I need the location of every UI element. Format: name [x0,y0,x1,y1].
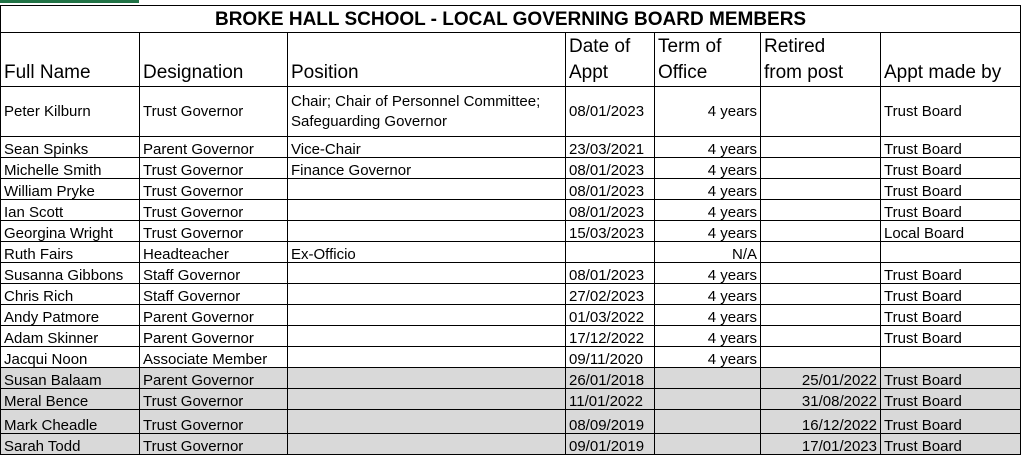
cell-appt-made-by[interactable]: Trust Board [881,368,1021,389]
cell-position[interactable] [288,368,566,389]
cell-appt-made-by[interactable]: Trust Board [881,263,1021,284]
cell-position[interactable] [288,221,566,242]
cell-full-name[interactable]: Peter Kilburn [1,87,140,137]
cell-date-of-appt[interactable]: 17/12/2022 [566,326,655,347]
table-row [1,305,1021,326]
cell-designation[interactable]: Headteacher [140,242,288,263]
cell-appt-made-by[interactable]: Trust Board [881,434,1021,455]
cell-appt-made-by[interactable]: Trust Board [881,87,1021,137]
cell-retired-from-post[interactable] [761,305,881,326]
table-row [1,200,1021,221]
cell-full-name[interactable]: Susan Balaam [1,368,140,389]
cell-term-of-office[interactable]: 4 years [655,200,761,221]
cell-term-of-office[interactable]: 4 years [655,179,761,200]
header-term-line2: Office [658,62,708,83]
cell-retired-from-post[interactable] [761,137,881,158]
cell-retired-from-post[interactable] [761,179,881,200]
cell-term-of-office[interactable]: 4 years [655,137,761,158]
cell-full-name[interactable]: Ian Scott [1,200,140,221]
cell-term-of-office[interactable] [655,434,761,455]
cell-full-name[interactable]: Mark Cheadle [1,410,140,434]
cell-full-name[interactable]: Georgina Wright [1,221,140,242]
selected-column-indicator [0,0,139,3]
cell-appt-made-by[interactable]: Local Board [881,221,1021,242]
cell-retired-from-post[interactable]: 31/08/2022 [761,389,881,410]
cell-position[interactable] [288,434,566,455]
cell-appt-made-by[interactable] [881,242,1021,263]
table-row [1,284,1021,305]
cell-term-of-office[interactable]: 4 years [655,305,761,326]
cell-retired-from-post[interactable] [761,87,881,137]
cell-designation[interactable]: Parent Governor [140,137,288,158]
cell-full-name[interactable]: Michelle Smith [1,158,140,179]
table-row [1,434,1021,455]
cell-retired-from-post[interactable] [761,263,881,284]
cell-date-of-appt[interactable]: 08/01/2023 [566,200,655,221]
cell-full-name[interactable]: Sarah Todd [1,434,140,455]
cell-designation[interactable]: Trust Governor [140,87,288,137]
cell-retired-from-post[interactable] [761,221,881,242]
cell-designation[interactable]: Trust Governor [140,434,288,455]
header-date-of-appt[interactable] [566,33,655,87]
header-date-line1: Date of [569,36,631,57]
cell-position[interactable]: Chair; Chair of Personnel Committee; Safeguarding Governor [288,87,566,137]
cell-designation[interactable]: Trust Governor [140,179,288,200]
cell-appt-made-by[interactable]: Trust Board [881,200,1021,221]
cell-term-of-office[interactable]: 4 years [655,263,761,284]
cell-date-of-appt[interactable]: 09/01/2019 [566,434,655,455]
cell-date-of-appt[interactable]: 08/01/2023 [566,87,655,137]
table-row [1,242,1021,263]
cell-date-of-appt[interactable]: 23/03/2021 [566,137,655,158]
cell-designation[interactable]: Parent Governor [140,326,288,347]
cell-term-of-office[interactable]: 4 years [655,158,761,179]
cell-full-name[interactable]: Adam Skinner [1,326,140,347]
cell-position[interactable] [288,347,566,368]
cell-position[interactable] [288,389,566,410]
cell-designation[interactable]: Trust Governor [140,200,288,221]
header-term-of-office[interactable] [655,33,761,87]
cell-term-of-office[interactable] [655,368,761,389]
cell-retired-from-post[interactable] [761,284,881,305]
cell-retired-from-post[interactable] [761,326,881,347]
cell-full-name[interactable]: Susanna Gibbons [1,263,140,284]
cell-term-of-office[interactable]: 4 years [655,347,761,368]
cell-position[interactable]: Ex-Officio [288,242,566,263]
cell-term-of-office[interactable] [655,389,761,410]
cell-position[interactable]: Vice-Chair [288,137,566,158]
cell-retired-from-post[interactable] [761,242,881,263]
cell-appt-made-by[interactable]: Trust Board [881,284,1021,305]
cell-term-of-office[interactable]: 4 years [655,326,761,347]
cell-position[interactable] [288,179,566,200]
cell-position[interactable]: Finance Governor [288,158,566,179]
header-term-line1: Term of [658,36,722,57]
cell-term-of-office[interactable]: N/A [655,242,761,263]
cell-position[interactable] [288,263,566,284]
sheet-title[interactable]: BROKE HALL SCHOOL - LOCAL GOVERNING BOARD MEMBERS [1,6,1021,33]
cell-retired-from-post[interactable]: 17/01/2023 [761,434,881,455]
table-row [1,326,1021,347]
cell-date-of-appt[interactable]: 26/01/2018 [566,368,655,389]
cell-retired-from-post[interactable] [761,200,881,221]
cell-date-of-appt[interactable]: 08/01/2023 [566,158,655,179]
cell-full-name[interactable]: Sean Spinks [1,137,140,158]
cell-date-of-appt[interactable]: 01/03/2022 [566,305,655,326]
cell-appt-made-by[interactable]: Trust Board [881,410,1021,434]
cell-full-name[interactable]: Chris Rich [1,284,140,305]
table-row [1,368,1021,389]
cell-full-name[interactable]: Ruth Fairs [1,242,140,263]
cell-retired-from-post[interactable]: 25/01/2022 [761,368,881,389]
cell-retired-from-post[interactable] [761,158,881,179]
cell-appt-made-by[interactable]: Trust Board [881,305,1021,326]
table-row [1,347,1021,368]
table-row [1,179,1021,200]
cell-designation[interactable]: Trust Governor [140,389,288,410]
cell-designation[interactable]: Staff Governor [140,284,288,305]
cell-appt-made-by[interactable]: Trust Board [881,158,1021,179]
cell-date-of-appt[interactable]: 11/01/2022 [566,389,655,410]
title-row [1,6,1021,33]
table-row [1,389,1021,410]
header-position[interactable]: Position [288,33,566,87]
cell-date-of-appt[interactable]: 27/02/2023 [566,284,655,305]
cell-term-of-office[interactable]: 4 years [655,284,761,305]
header-appt-made-by[interactable]: Appt made by [881,33,1021,87]
cell-designation[interactable]: Staff Governor [140,263,288,284]
table-row [1,221,1021,242]
cell-designation[interactable]: Associate Member [140,347,288,368]
cell-appt-made-by[interactable]: Trust Board [881,137,1021,158]
cell-date-of-appt[interactable]: 09/11/2020 [566,347,655,368]
cell-full-name[interactable]: William Pryke [1,179,140,200]
header-full-name[interactable]: Full Name [1,33,140,87]
cell-appt-made-by[interactable]: Trust Board [881,389,1021,410]
cell-term-of-office[interactable] [655,410,761,434]
table-row [1,263,1021,284]
cell-term-of-office[interactable]: 4 years [655,221,761,242]
cell-date-of-appt[interactable]: 08/01/2023 [566,179,655,200]
header-retired-line2: from post [764,62,844,83]
cell-designation[interactable]: Parent Governor [140,305,288,326]
cell-date-of-appt[interactable]: 08/09/2019 [566,410,655,434]
header-retired-line1: Retired [764,36,826,57]
cell-full-name[interactable]: Andy Patmore [1,305,140,326]
header-designation[interactable]: Designation [140,33,288,87]
cell-designation[interactable]: Trust Governor [140,158,288,179]
header-date-line2: Appt [569,62,609,83]
cell-position[interactable] [288,326,566,347]
table-row [1,137,1021,158]
cell-date-of-appt[interactable]: 08/01/2023 [566,263,655,284]
cell-designation[interactable]: Trust Governor [140,410,288,434]
cell-appt-made-by[interactable] [881,347,1021,368]
table-row [1,87,1021,137]
cell-full-name[interactable]: Meral Bence [1,389,140,410]
cell-term-of-office[interactable]: 4 years [655,87,761,137]
header-retired-from-post[interactable] [761,33,881,87]
cell-appt-made-by[interactable]: Trust Board [881,179,1021,200]
cell-position[interactable] [288,284,566,305]
cell-designation[interactable]: Parent Governor [140,368,288,389]
cell-date-of-appt[interactable] [566,242,655,263]
cell-retired-from-post[interactable]: 16/12/2022 [761,410,881,434]
governing-board-table [0,5,1021,455]
table-row [1,410,1021,434]
cell-full-name[interactable]: Jacqui Noon [1,347,140,368]
cell-designation[interactable]: Trust Governor [140,221,288,242]
cell-position[interactable] [288,305,566,326]
table-row [1,158,1021,179]
cell-retired-from-post[interactable] [761,347,881,368]
header-row [1,33,1021,87]
cell-date-of-appt[interactable]: 15/03/2023 [566,221,655,242]
cell-position[interactable] [288,410,566,434]
cell-appt-made-by[interactable]: Trust Board [881,326,1021,347]
cell-position[interactable] [288,200,566,221]
